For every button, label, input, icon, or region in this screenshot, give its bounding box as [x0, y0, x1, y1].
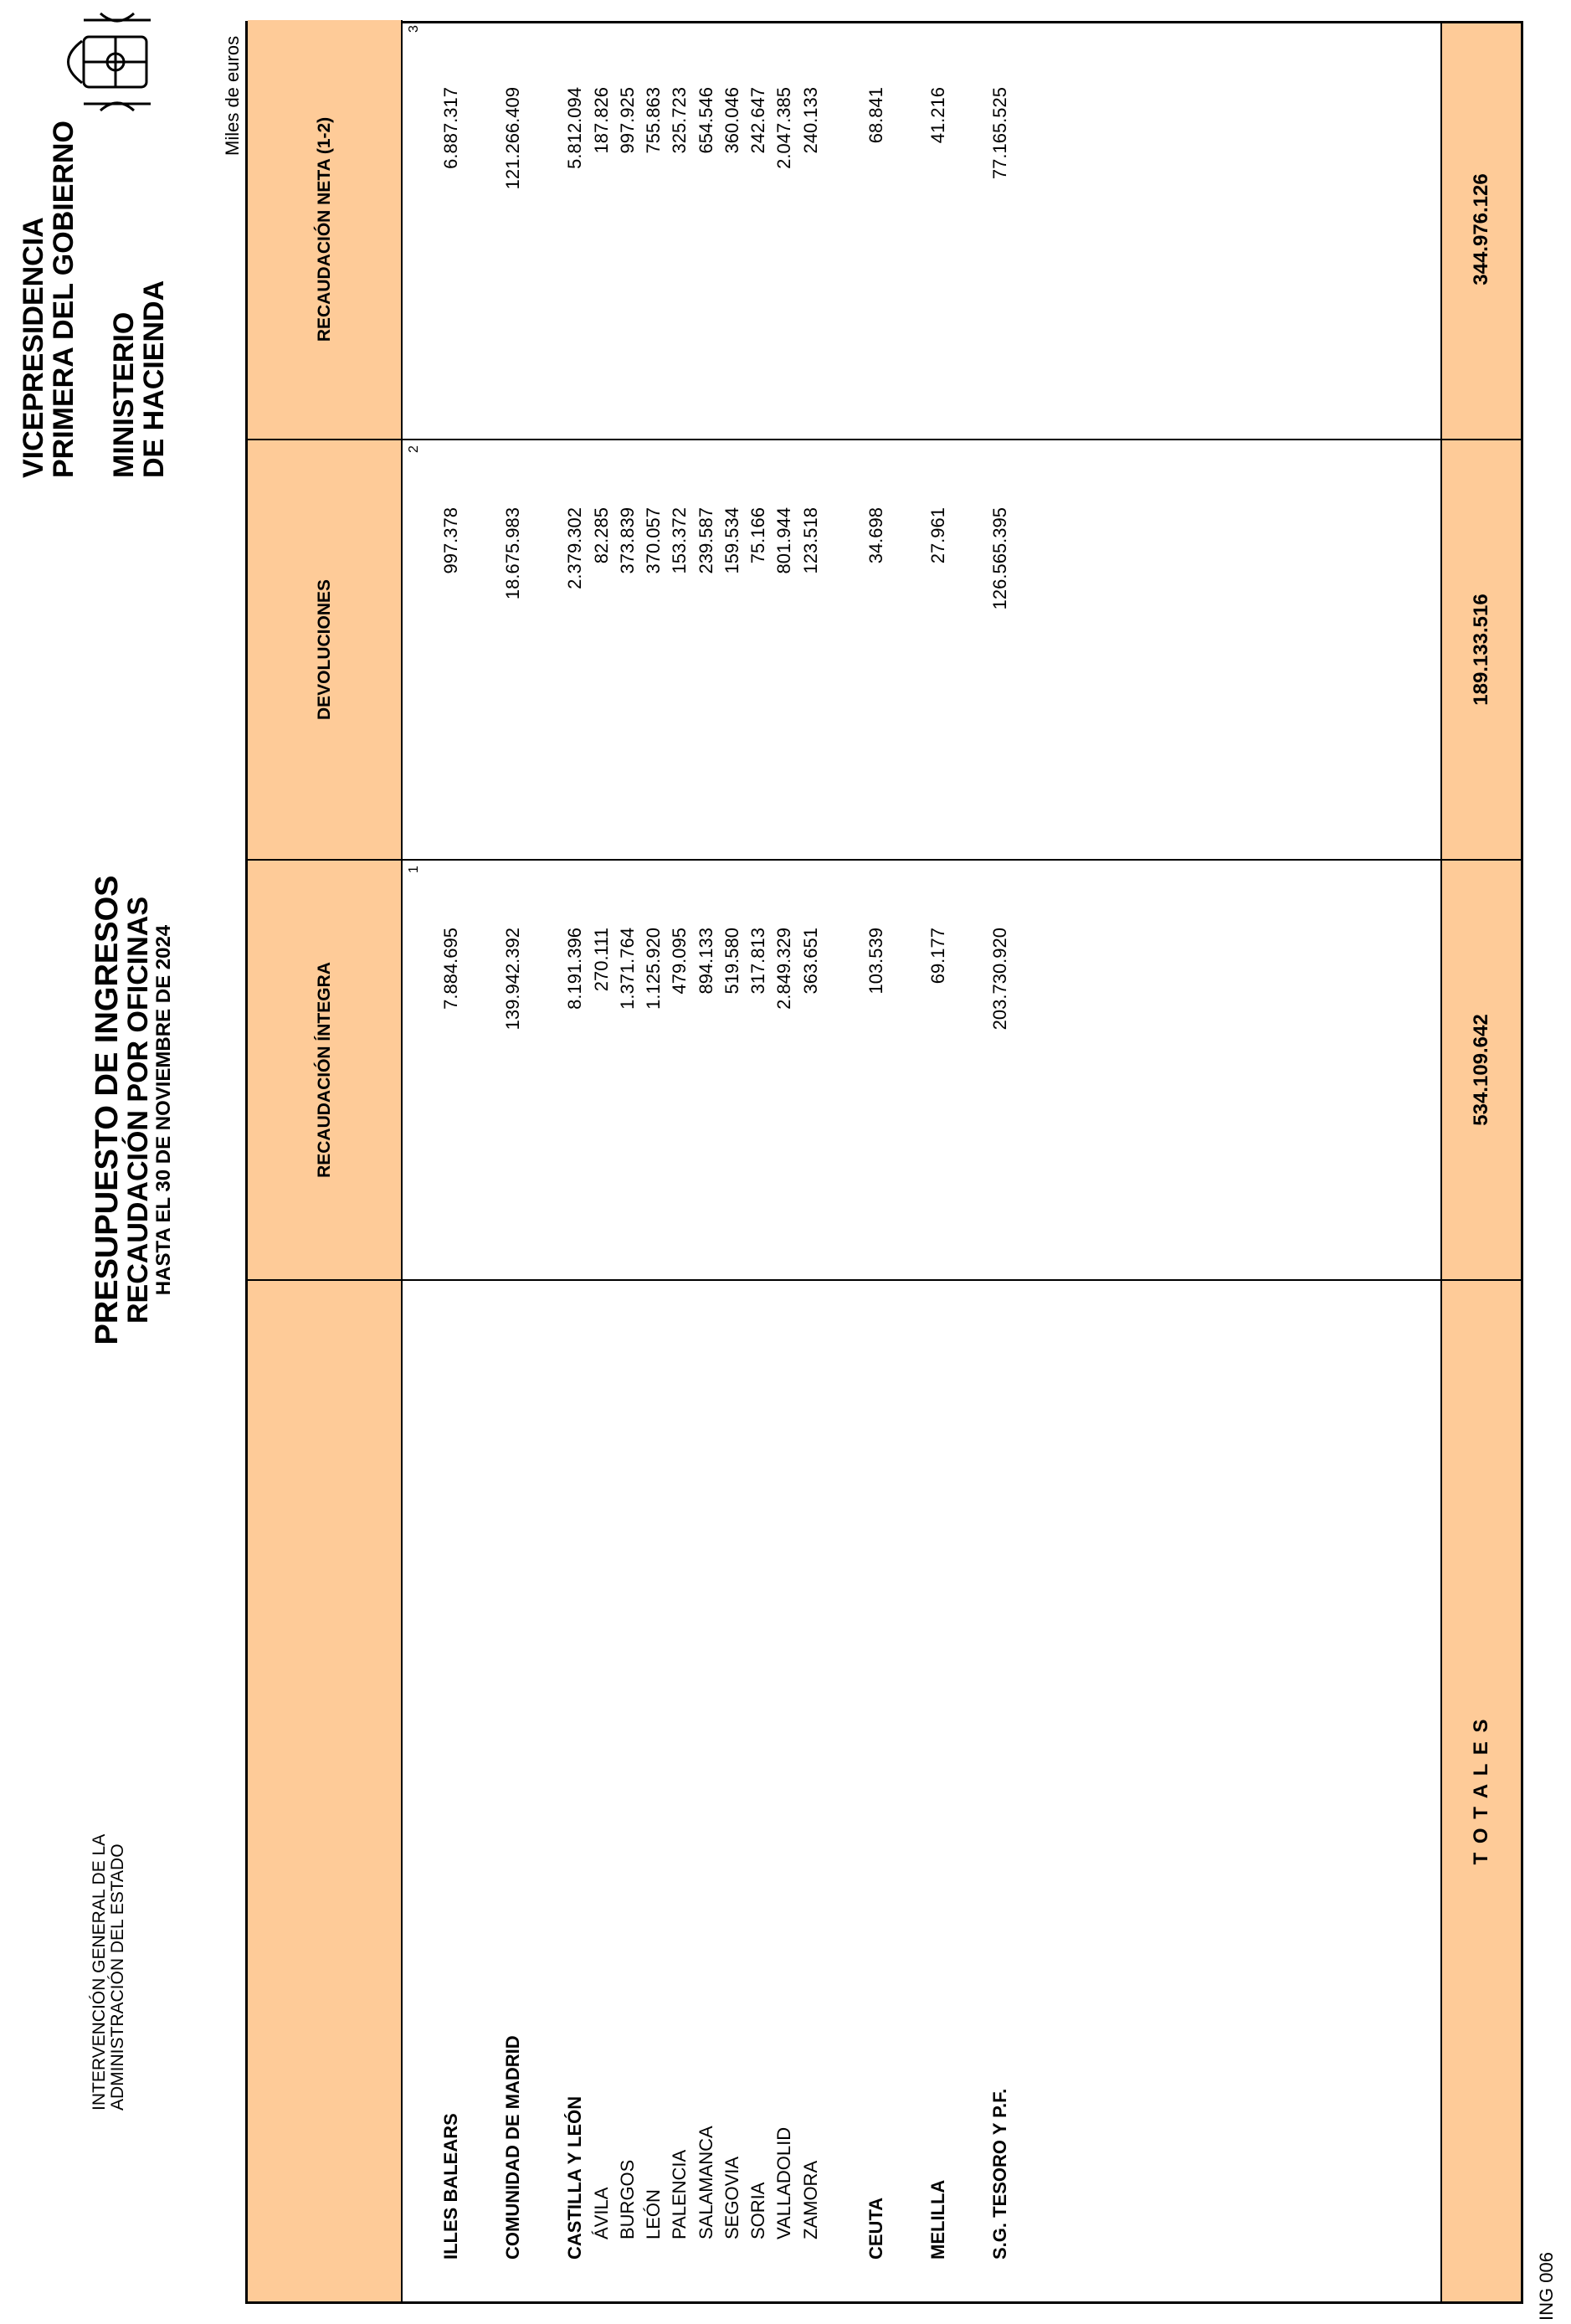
cell-devoluciones: 153.372 — [669, 507, 690, 574]
row-label: PALENCIA — [669, 2149, 690, 2239]
subtitle: RECAUDACIÓN POR OFICINAS — [122, 896, 154, 1324]
totals-label: T O T A L E S — [1470, 1717, 1492, 1865]
cell-neta: 77.165.525 — [989, 87, 1010, 180]
row-label: SALAMANCA — [696, 2126, 716, 2239]
cell-neta: 68.841 — [865, 87, 886, 144]
cell-devoluciones: 373.839 — [617, 507, 638, 574]
cell-devoluciones: 18.675.983 — [502, 507, 523, 600]
totals-row — [1440, 23, 1521, 2301]
cell-neta: 2.047.385 — [773, 87, 794, 169]
column-number-3: 3 — [407, 25, 421, 33]
row-label: ZAMORA — [800, 2160, 821, 2239]
cell-integra: 7.884.695 — [440, 928, 461, 1010]
igae-label — [90, 1834, 127, 2111]
coat-of-arms-icon — [50, 3, 167, 121]
row-label: ILLES BALEARS — [440, 2113, 461, 2260]
cell-integra: 479.095 — [669, 928, 690, 995]
totals-devoluciones: 189.133.516 — [1470, 594, 1492, 706]
cell-integra: 2.849.329 — [773, 928, 794, 1010]
cell-integra: 203.730.920 — [989, 928, 1010, 1031]
org-line-2: PRIMERA DEL GOBIERNO — [48, 121, 80, 478]
cell-neta: 240.133 — [800, 87, 821, 154]
cell-neta: 5.812.094 — [564, 87, 585, 169]
revenue-table — [245, 21, 1523, 2304]
cell-devoluciones: 27.961 — [927, 507, 948, 564]
cell-devoluciones: 370.057 — [643, 507, 664, 574]
column-divider — [248, 859, 1521, 861]
cell-integra: 363.651 — [800, 928, 821, 995]
cell-integra: 270.111 — [591, 928, 612, 992]
row-label: VALLADOLID — [773, 2126, 794, 2239]
title: PRESUPUESTO DE INGRESOS — [90, 875, 125, 1345]
cell-devoluciones: 239.587 — [696, 507, 716, 574]
column-divider — [248, 439, 1521, 440]
document-title — [90, 859, 176, 1361]
row-label: ÁVILA — [591, 2187, 612, 2239]
cell-neta: 41.216 — [927, 87, 948, 144]
cell-devoluciones: 34.698 — [865, 507, 886, 564]
cell-integra: 1.125.920 — [643, 928, 664, 1010]
header-cell-label — [248, 1281, 403, 2301]
column-header-integra: RECAUDACIÓN ÍNTEGRA — [314, 962, 334, 1178]
cell-devoluciones: 75.166 — [747, 507, 768, 564]
column-number-2: 2 — [407, 445, 421, 453]
column-divider — [1442, 439, 1521, 440]
header-cell-devoluciones — [248, 440, 403, 859]
cell-devoluciones: 159.534 — [721, 507, 742, 574]
row-label: COMUNIDAD DE MADRID — [502, 2035, 523, 2260]
cell-integra: 519.580 — [721, 928, 742, 995]
cell-devoluciones: 2.379.302 — [564, 507, 585, 589]
cell-neta: 6.887.317 — [440, 87, 461, 169]
cell-neta: 654.546 — [696, 87, 716, 154]
form-code: ING 006 — [1536, 2252, 1557, 2321]
cell-neta: 325.723 — [669, 87, 690, 154]
row-label: SEGOVIA — [721, 2156, 742, 2239]
ministry-name — [109, 280, 169, 478]
date-line: HASTA EL 30 DE NOVIEMBRE DE 2024 — [152, 924, 175, 1296]
cell-integra: 317.813 — [747, 928, 768, 995]
cell-integra: 1.371.764 — [617, 928, 638, 1010]
row-label: SORIA — [747, 2182, 768, 2239]
cell-neta: 121.266.409 — [502, 87, 523, 190]
cell-devoluciones: 801.944 — [773, 507, 794, 574]
cell-integra: 8.191.396 — [564, 928, 585, 1010]
header-cell-neta — [248, 20, 403, 439]
column-header-devoluciones: DEVOLUCIONES — [314, 578, 334, 721]
row-label: MELILLA — [927, 2179, 948, 2260]
row-label: CASTILLA Y LEÓN — [564, 2095, 585, 2260]
units-label: Miles de euros — [222, 35, 243, 156]
column-divider — [248, 1279, 1521, 1281]
column-number-1: 1 — [407, 866, 421, 873]
cell-neta: 242.647 — [747, 87, 768, 154]
organization-name — [18, 121, 79, 478]
row-label: LEÓN — [643, 2189, 664, 2239]
igae-line-1: INTERVENCIÓN GENERAL DE LA — [90, 1833, 109, 2111]
org-line-1: VICEPRESIDENCIA — [18, 217, 49, 478]
cell-integra: 103.539 — [865, 928, 886, 995]
cell-devoluciones: 997.378 — [440, 507, 461, 574]
cell-neta: 360.046 — [721, 87, 742, 154]
row-label: BURGOS — [617, 2159, 638, 2239]
cell-integra: 139.942.392 — [502, 928, 523, 1031]
ministry-line-2: DE HACIENDA — [138, 280, 170, 478]
cell-neta: 755.863 — [643, 87, 664, 154]
row-label: CEUTA — [865, 2197, 886, 2260]
igae-line-2: ADMINISTRACIÓN DEL ESTADO — [108, 1843, 127, 2111]
ministry-line-1: MINISTERIO — [108, 311, 140, 478]
cell-devoluciones: 126.565.395 — [989, 507, 1010, 610]
totals-integra: 534.109.642 — [1470, 1014, 1492, 1126]
cell-integra: 894.133 — [696, 928, 716, 995]
cell-neta: 187.826 — [591, 87, 612, 154]
column-header-neta: RECAUDACIÓN NETA (1-2) — [314, 116, 334, 342]
column-divider — [1442, 1279, 1521, 1281]
header-cell-integra — [248, 861, 403, 1279]
cell-devoluciones: 82.285 — [591, 507, 612, 564]
cell-integra: 69.177 — [927, 928, 948, 985]
column-divider — [1442, 859, 1521, 861]
cell-neta: 997.925 — [617, 87, 638, 154]
row-label: S.G. TESORO Y P.F. — [989, 2088, 1010, 2260]
cell-devoluciones: 123.518 — [800, 507, 821, 574]
totals-neta: 344.976.126 — [1470, 173, 1492, 285]
